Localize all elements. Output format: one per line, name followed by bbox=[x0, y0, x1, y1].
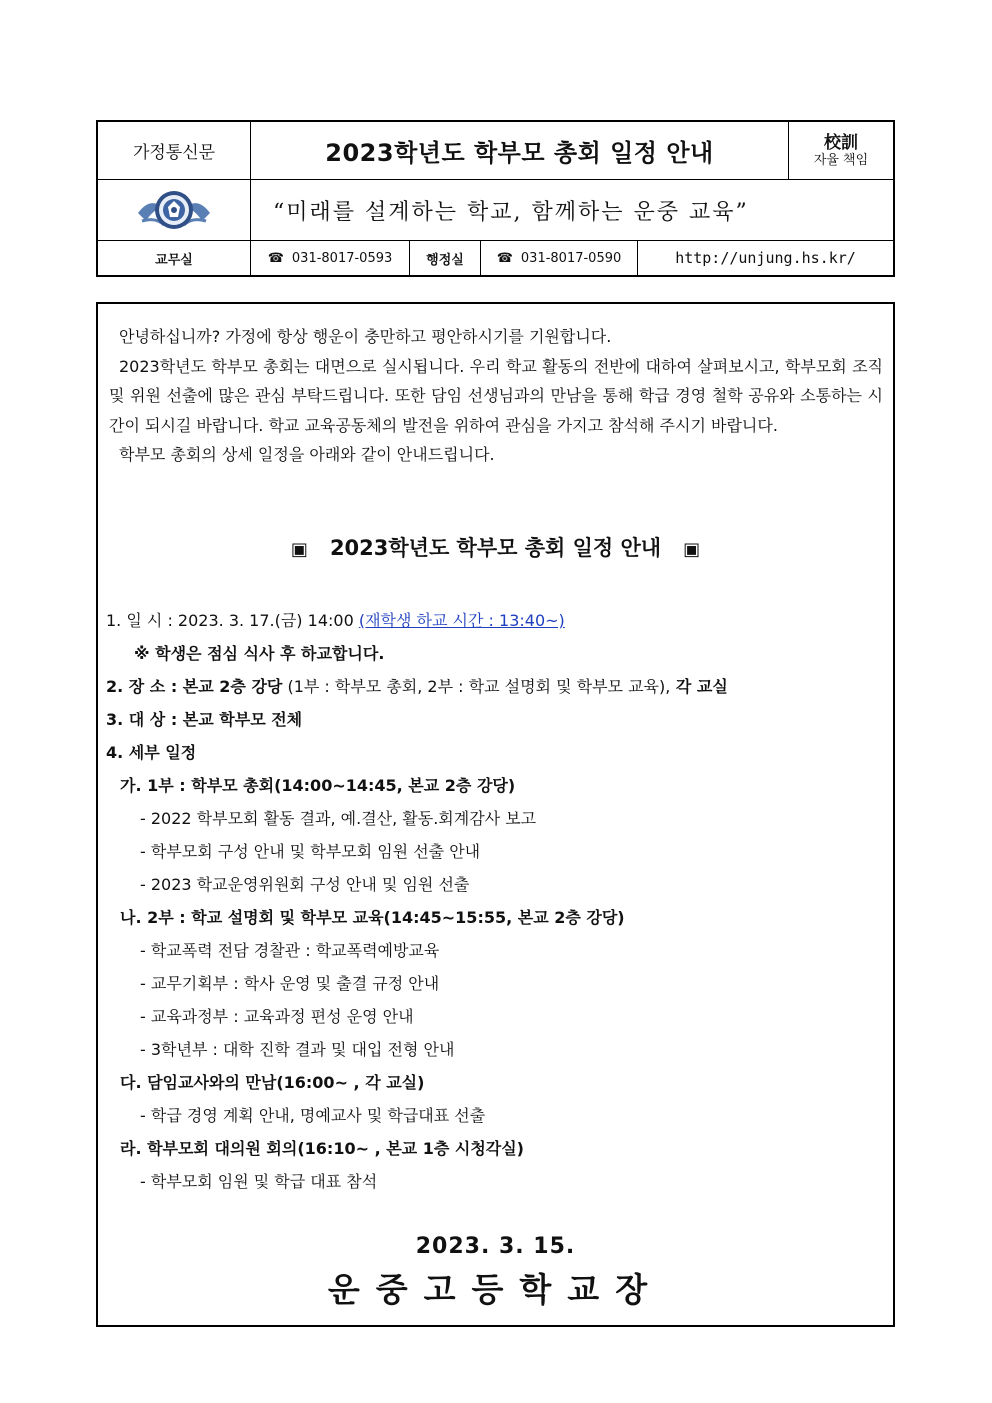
place-line bbox=[106, 670, 886, 703]
time-label: 1. 일 시 bbox=[106, 611, 163, 630]
intro-greeting: 안녕하십니까? 가정에 항상 행운이 충만하고 평안하시기를 기원합니다. bbox=[119, 327, 612, 346]
letter-body bbox=[96, 302, 895, 1327]
place-label: 2. 장 소 : bbox=[106, 677, 178, 696]
office2-phone-number: 031-8017-0590 bbox=[520, 250, 622, 266]
school-emblem-icon bbox=[132, 187, 216, 233]
principal-signature: 운중고등학교장 bbox=[327, 1270, 664, 1309]
list-item: - 학급 경영 계획 안내, 명예교사 및 학급대표 선출 bbox=[140, 1106, 486, 1125]
office2-phone bbox=[481, 241, 638, 275]
place-extra: 각 교실 bbox=[670, 677, 728, 696]
list-item: - 학교폭력 전담 경찰관 : 학교폭력예방교육 bbox=[140, 941, 440, 960]
intro-text bbox=[109, 322, 883, 470]
list-item: - 2023 학교운영위원회 구성 안내 및 임원 선출 bbox=[140, 875, 470, 894]
place-main: 본교 2층 강당 bbox=[177, 677, 283, 696]
phone-icon: ☎ bbox=[267, 250, 284, 266]
place-detail: (1부 : 학부모 총회, 2부 : 학교 설명회 및 학부모 교육), bbox=[282, 677, 671, 696]
doc-title: 2023학년도 학부모 총회 일정 안내 bbox=[251, 122, 789, 179]
school-motto bbox=[789, 122, 893, 179]
motto-heading: 校訓 bbox=[824, 132, 858, 153]
phone-icon: ☎ bbox=[496, 250, 513, 266]
letter-header bbox=[96, 120, 895, 277]
section-title bbox=[98, 532, 893, 562]
dismissal-time-link[interactable]: (재학생 하교 시간 : 13:40~) bbox=[358, 611, 565, 630]
target-line bbox=[106, 703, 886, 736]
office1-phone bbox=[251, 241, 410, 275]
list-item: - 학부모회 임원 및 학급 대표 참석 bbox=[140, 1172, 378, 1191]
lunch-note: ※ 학생은 점심 식사 후 하교합니다. bbox=[134, 644, 385, 663]
office2-label: 행정실 bbox=[410, 241, 481, 275]
square-mark-icon: ▣ bbox=[290, 539, 308, 560]
list-item: - 교육과정부 : 교육과정 편성 운영 안내 bbox=[140, 1007, 414, 1026]
header-row-slogan bbox=[98, 180, 893, 241]
doc-type: 가정통신문 bbox=[98, 122, 251, 179]
part-a-heading: 가. 1부 : 학부모 총회(14:00~14:45, 본교 2층 강당) bbox=[120, 776, 516, 795]
issue-date: 2023. 3. 15. bbox=[415, 1234, 576, 1259]
header-row-title bbox=[98, 122, 893, 180]
section-title-text: 2023학년도 학부모 총회 일정 안내 bbox=[329, 536, 662, 560]
time-value: : 2023. 3. 17.(금) 14:00 bbox=[162, 611, 359, 630]
part-c-heading: 다. 담임교사와의 만남(16:00~ , 각 교실) bbox=[120, 1073, 425, 1092]
part-d-heading: 라. 학부모회 대의원 회의(16:10~ , 본교 1층 시청각실) bbox=[120, 1139, 524, 1158]
motto-text: 자율 책임 bbox=[813, 152, 869, 168]
list-item: - 교무기획부 : 학사 운영 및 출결 규정 안내 bbox=[140, 974, 440, 993]
website-link[interactable]: http://unjung.hs.kr/ bbox=[675, 249, 856, 267]
office1-label: 교무실 bbox=[98, 241, 251, 275]
target-value: 본교 학부모 전체 bbox=[177, 710, 303, 729]
header-row-contacts bbox=[98, 241, 893, 275]
square-mark-icon: ▣ bbox=[683, 539, 701, 560]
time-line bbox=[106, 604, 886, 637]
schedule-heading: 4. 세부 일정 bbox=[106, 743, 197, 762]
list-item: - 3학년부 : 대학 진학 결과 및 대입 전형 안내 bbox=[140, 1040, 455, 1059]
list-item: - 2022 학부모회 활동 결과, 예.결산, 활동.회계감사 보고 bbox=[140, 809, 537, 828]
intro-closing: 학부모 총회의 상세 일정을 아래와 같이 안내드립니다. bbox=[119, 445, 495, 464]
office1-phone-number: 031-8017-0593 bbox=[291, 250, 393, 266]
target-label: 3. 대 상 : bbox=[106, 710, 178, 729]
intro-paragraph: 2023학년도 학부모 총회는 대면으로 실시됩니다. 우리 학교 활동의 전반에 대하여 살펴보시고, 학부모회 조직 및 위원 선출에 많은 관심 부탁드립니다. 또한 담임 선생님과의 만남을 통해 학급 경영 철학 공유와 소통하는 시간이 되시길 바랍니다. 학교 교육공동체의 발전을 위하여 관심을 가지고 참석해 주시기 바랍니다. bbox=[109, 356, 883, 435]
list-item: - 학부모회 구성 안내 및 학부모회 임원 선출 안내 bbox=[140, 842, 481, 861]
school-slogan: “미래를 설계하는 학교, 함께하는 운중 교육” bbox=[273, 199, 749, 225]
schedule-details bbox=[106, 604, 886, 1198]
part-b-heading: 나. 2부 : 학교 설명회 및 학부모 교육(14:45~15:55, 본교 2층 강당) bbox=[120, 908, 625, 927]
school-logo bbox=[98, 180, 251, 240]
